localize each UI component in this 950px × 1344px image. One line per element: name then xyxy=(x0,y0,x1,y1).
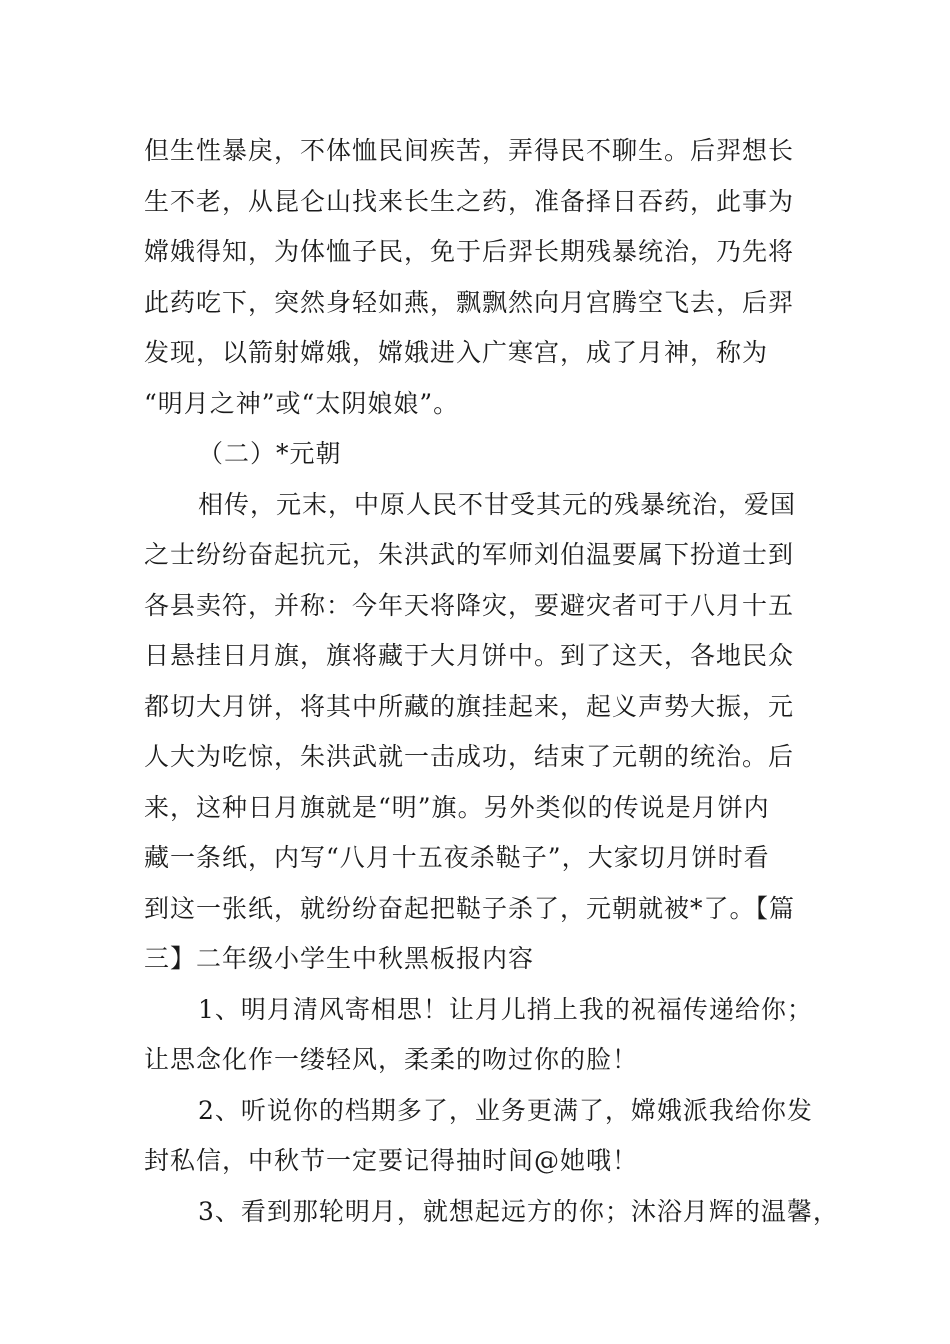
text-line: 生不老，从昆仑山找来长生之药，准备择日吞药，此事为 xyxy=(144,186,795,216)
section-heading: （二）*元朝 xyxy=(198,439,342,468)
text-line: 都切大月饼，将其中所藏的旗挂起来，起义声势大振，元 xyxy=(144,691,795,721)
text-line: 相传，元末，中原人民不甘受其元的残暴统治，爱国 xyxy=(198,489,797,519)
body-text xyxy=(144,126,839,1237)
text-line: 来，这种日月旗就是“明”旗。另外类似的传说是月饼内 xyxy=(144,792,770,822)
text-line: 但生性暴戾，不体恤民间疾苦，弄得民不聊生。后羿想长 xyxy=(144,136,795,165)
text-line: 发现，以箭射嫦娥，嫦娥进入广寒宫，成了月神，称为 xyxy=(144,338,769,367)
text-line: “明月之神”或“太阴娘娘”。 xyxy=(144,388,460,418)
text-line: 让思念化作一缕轻风，柔柔的吻过你的脸！ xyxy=(144,1045,639,1074)
text-line: 藏一条纸，内写“八月十五夜杀鞑子”，大家切月饼时看 xyxy=(144,843,770,872)
text-line: 日悬挂日月旗，旗将藏于大月饼中。到了这天，各地民众 xyxy=(144,641,795,670)
list-item: 3、看到那轮明月，就想起远方的你；沐浴月辉的温馨， xyxy=(198,1196,839,1226)
text-line: 各县卖符，并称：今年天将降灾，要避灾者可于八月十五 xyxy=(144,590,795,620)
list-item: 2、听说你的档期多了，业务更满了，嫦娥派我给你发 xyxy=(198,1095,813,1125)
text-line: 三】二年级小学生中秋黑板报内容 xyxy=(144,944,535,973)
text-line: 人大为吃惊，朱洪武就一击成功，结束了元朝的统治。后 xyxy=(144,742,795,771)
text-line: 到这一张纸，就纷纷奋起把鞑子杀了，元朝就被*了。【篇 xyxy=(144,893,796,923)
text-line: 封私信，中秋节一定要记得抽时间@她哦！ xyxy=(144,1146,639,1175)
list-item: 1、明月清风寄相思！让月儿捎上我的祝福传递给你； xyxy=(198,994,813,1024)
text-line: 此药吃下，突然身轻如燕，飘飘然向月宫腾空飞去，后羿 xyxy=(144,287,795,317)
text-line: 之士纷纷奋起抗元，朱洪武的军师刘伯温要属下扮道士到 xyxy=(144,540,795,569)
text-line: 嫦娥得知，为体恤子民，免于后羿长期残暴统治，乃先将 xyxy=(144,237,795,266)
